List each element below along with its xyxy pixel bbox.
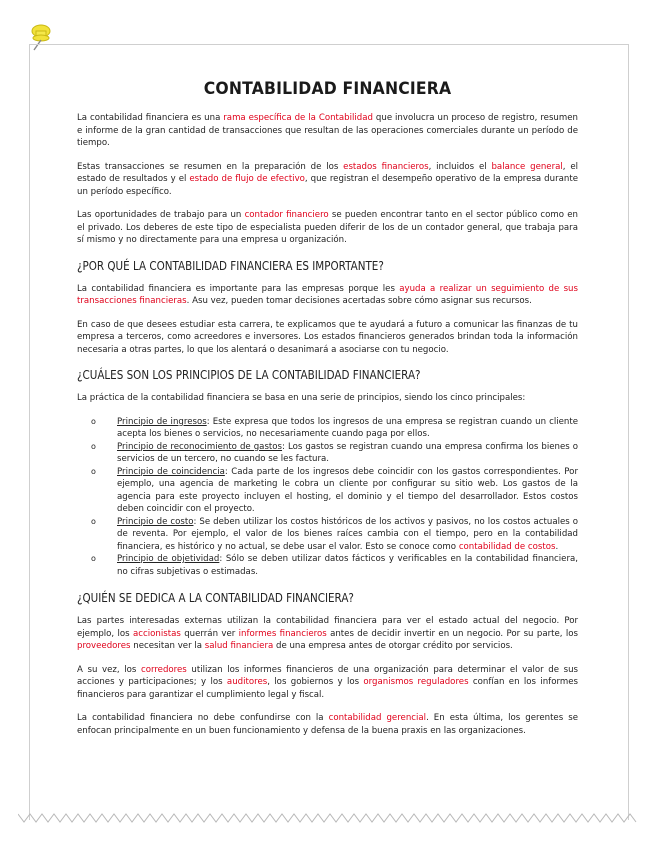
intro-section bbox=[77, 112, 578, 247]
principles-list bbox=[77, 416, 578, 579]
list-item bbox=[91, 516, 579, 554]
text-run: . bbox=[555, 541, 559, 552]
highlighted-term: ayuda a realizar un seguimiento de sus transacciones financieras bbox=[77, 283, 578, 306]
bullet-icon: o bbox=[91, 466, 96, 476]
text-run: , los gobiernos y los bbox=[267, 677, 364, 687]
text-run: , incluidos el bbox=[428, 161, 492, 172]
highlighted-term: salud financiera bbox=[204, 641, 274, 651]
highlighted-term: contabilidad de costos bbox=[458, 541, 556, 552]
text-run: antes de decidir invertir en un negocio. Por su parte, los bbox=[326, 628, 578, 639]
principle-name: Principio de reconocimiento de gastos bbox=[117, 441, 283, 452]
text-run: A su vez, los bbox=[77, 664, 141, 675]
who-paragraph bbox=[77, 615, 578, 653]
list-item-text bbox=[117, 554, 578, 577]
highlighted-term: auditores bbox=[226, 677, 268, 687]
highlighted-term: contabilidad gerencial bbox=[328, 713, 427, 723]
text-run: querrán ver bbox=[180, 628, 239, 639]
bullet-icon: o bbox=[91, 416, 96, 426]
list-item-text bbox=[117, 517, 578, 552]
intro-paragraph bbox=[77, 209, 578, 247]
principle-name: Principio de ingresos bbox=[117, 416, 207, 427]
text-run: La contabilidad financiera no debe confundirse con la bbox=[77, 713, 329, 723]
bullet-icon: o bbox=[91, 441, 96, 451]
highlighted-term: estados financieros bbox=[343, 161, 429, 172]
principles-intro: La práctica de la contabilidad financiera se basa en una serie de principios, siendo los cinco principales: bbox=[77, 393, 526, 403]
text-run: se pueden encontrar tanto en el sector público como en el privado. Los deberes de este tipo de especialista pueden diferir de los de un contador general, que trabaja para sí mismo y no directamente para una empresa u organización. bbox=[77, 210, 578, 245]
bullet-icon: o bbox=[91, 516, 96, 526]
text-run: Las oportunidades de trabajo para un bbox=[77, 210, 245, 220]
text-run: : Cada parte de los ingresos debe coincidir con los gastos correspondientes. Por ejemplo, una agencia de marketing le cobra un cliente por configurar su sitio web. Los gastos de la agencia para este proyecto incluyen el hosting, el dominio y el tiempo del desarrollador. Estos costos deben coincidir con el proyecto. bbox=[117, 466, 578, 514]
highlighted-term: organismos reguladores bbox=[363, 677, 469, 687]
text-run: : Se deben utilizar los costos históricos de los activos y pasivos, no los costos actuales o de reventa. Por ejemplo, el valor de los bienes raíces cambia con el tiempo, pero en la contabilidad financiera, es histórico y no actual, se debe usar el valor. Esto se conoce como bbox=[117, 516, 579, 552]
list-item bbox=[91, 441, 578, 466]
text-run: necesitan ver la bbox=[130, 641, 205, 651]
bullet-icon: o bbox=[91, 554, 96, 563]
text-run: . En esta última, los gerentes se enfocan principalmente en un buen funcionamiento y defensa de la buena praxis en las organizaciones. bbox=[77, 713, 578, 736]
section-heading-principles: ¿CUÁLES SON LOS PRINCIPIOS DE LA CONTABILIDAD FINANCIERA? bbox=[77, 368, 421, 382]
text-run: : Este expresa que todos los ingresos de una empresa se registran cuando un cliente acepta los bienes o servicios, no necesariamente cuando paga por ellos. bbox=[117, 416, 579, 439]
importance-paragraph bbox=[77, 319, 578, 357]
importance-paragraph bbox=[77, 283, 578, 308]
highlighted-term: accionistas bbox=[133, 628, 181, 639]
principle-name: Principio de costo bbox=[117, 516, 194, 527]
page-title: CONTABILIDAD FINANCIERA bbox=[203, 79, 452, 99]
highlighted-term: informes financieros bbox=[238, 628, 327, 639]
text-run: de una empresa antes de otorgar crédito por servicios. bbox=[273, 641, 513, 651]
text-run: : Los gastos se registran cuando una empresa confirma los bienes o servicios de un tercero, no cuando se les factura. bbox=[117, 441, 578, 464]
text-run: que involucra un proceso de registro, resumen e informe de la gran cantidad de transacciones que resultan de las operaciones comerciales durante un período de tiempo. bbox=[77, 113, 578, 148]
document-body bbox=[77, 78, 578, 748]
text-run: : Sólo se deben utilizar datos fácticos y verificables en la contabilidad financiera, no cifras subjetivas o estimadas. bbox=[117, 554, 578, 577]
highlighted-term: rama específica de la Contabilidad bbox=[223, 113, 373, 123]
list-item bbox=[91, 553, 578, 578]
highlighted-term: estado de flujo de efectivo bbox=[189, 174, 305, 184]
text-run: En caso de que desees estudiar esta carrera, te explicamos que te ayudará a futuro a comunicar las finanzas de tu empresa a terceros, como acreedores e inversores. Los estados financieros generados brindan toda la información necesaria a otras partes, lo que los alentará o desanimará a asociarse con tu negocio. bbox=[77, 319, 578, 355]
intro-paragraph bbox=[77, 112, 578, 150]
text-run: utilizan los informes financieros de una organización para determinar el valor de sus acciones y participaciones; y los bbox=[77, 664, 579, 687]
highlighted-term: balance general bbox=[491, 161, 563, 172]
text-run: , el estado de resultados y el bbox=[77, 161, 579, 184]
text-run: . Asu vez, pueden tomar decisiones acertadas sobre cómo asignar sus recursos. bbox=[186, 296, 532, 306]
highlighted-term: proveedores bbox=[77, 641, 131, 651]
intro-paragraph bbox=[77, 161, 578, 199]
text-run: Las partes interesadas externas utilizan la contabilidad financiera para ver el estado actual del negocio. Por ejemplo, los bbox=[77, 616, 578, 639]
list-item-text bbox=[117, 417, 578, 440]
principle-name: Principio de objetividad bbox=[117, 554, 220, 564]
list-item bbox=[91, 416, 579, 441]
text-run: Estas transacciones se resumen en la preparación de los bbox=[77, 161, 344, 172]
text-run: La contabilidad financiera es importante para las empresas porque les bbox=[77, 283, 400, 294]
who-paragraph bbox=[77, 664, 578, 702]
section-heading-who: ¿QUIÉN SE DEDICA A LA CONTABILIDAD FINANCIERA? bbox=[77, 591, 354, 605]
principle-name: Principio de coincidencia bbox=[117, 466, 225, 477]
who-paragraph bbox=[77, 712, 578, 737]
section-heading-importance: ¿POR QUÉ LA CONTABILIDAD FINANCIERA ES IMPORTANTE? bbox=[77, 258, 384, 273]
torn-edge-divider bbox=[18, 808, 638, 828]
text-run: , que registran el desempeño operativo de la empresa durante un período específico. bbox=[77, 174, 578, 197]
highlighted-term: contador financiero bbox=[244, 210, 329, 220]
text-run: La contabilidad financiera es una bbox=[77, 113, 224, 123]
list-item bbox=[91, 466, 578, 516]
text-run: confían en los informes financieros para garantizar el cumplimiento legal y fiscal. bbox=[77, 677, 578, 700]
list-item-text bbox=[117, 467, 578, 515]
list-item-text bbox=[117, 442, 578, 465]
highlighted-term: corredores bbox=[140, 664, 187, 675]
